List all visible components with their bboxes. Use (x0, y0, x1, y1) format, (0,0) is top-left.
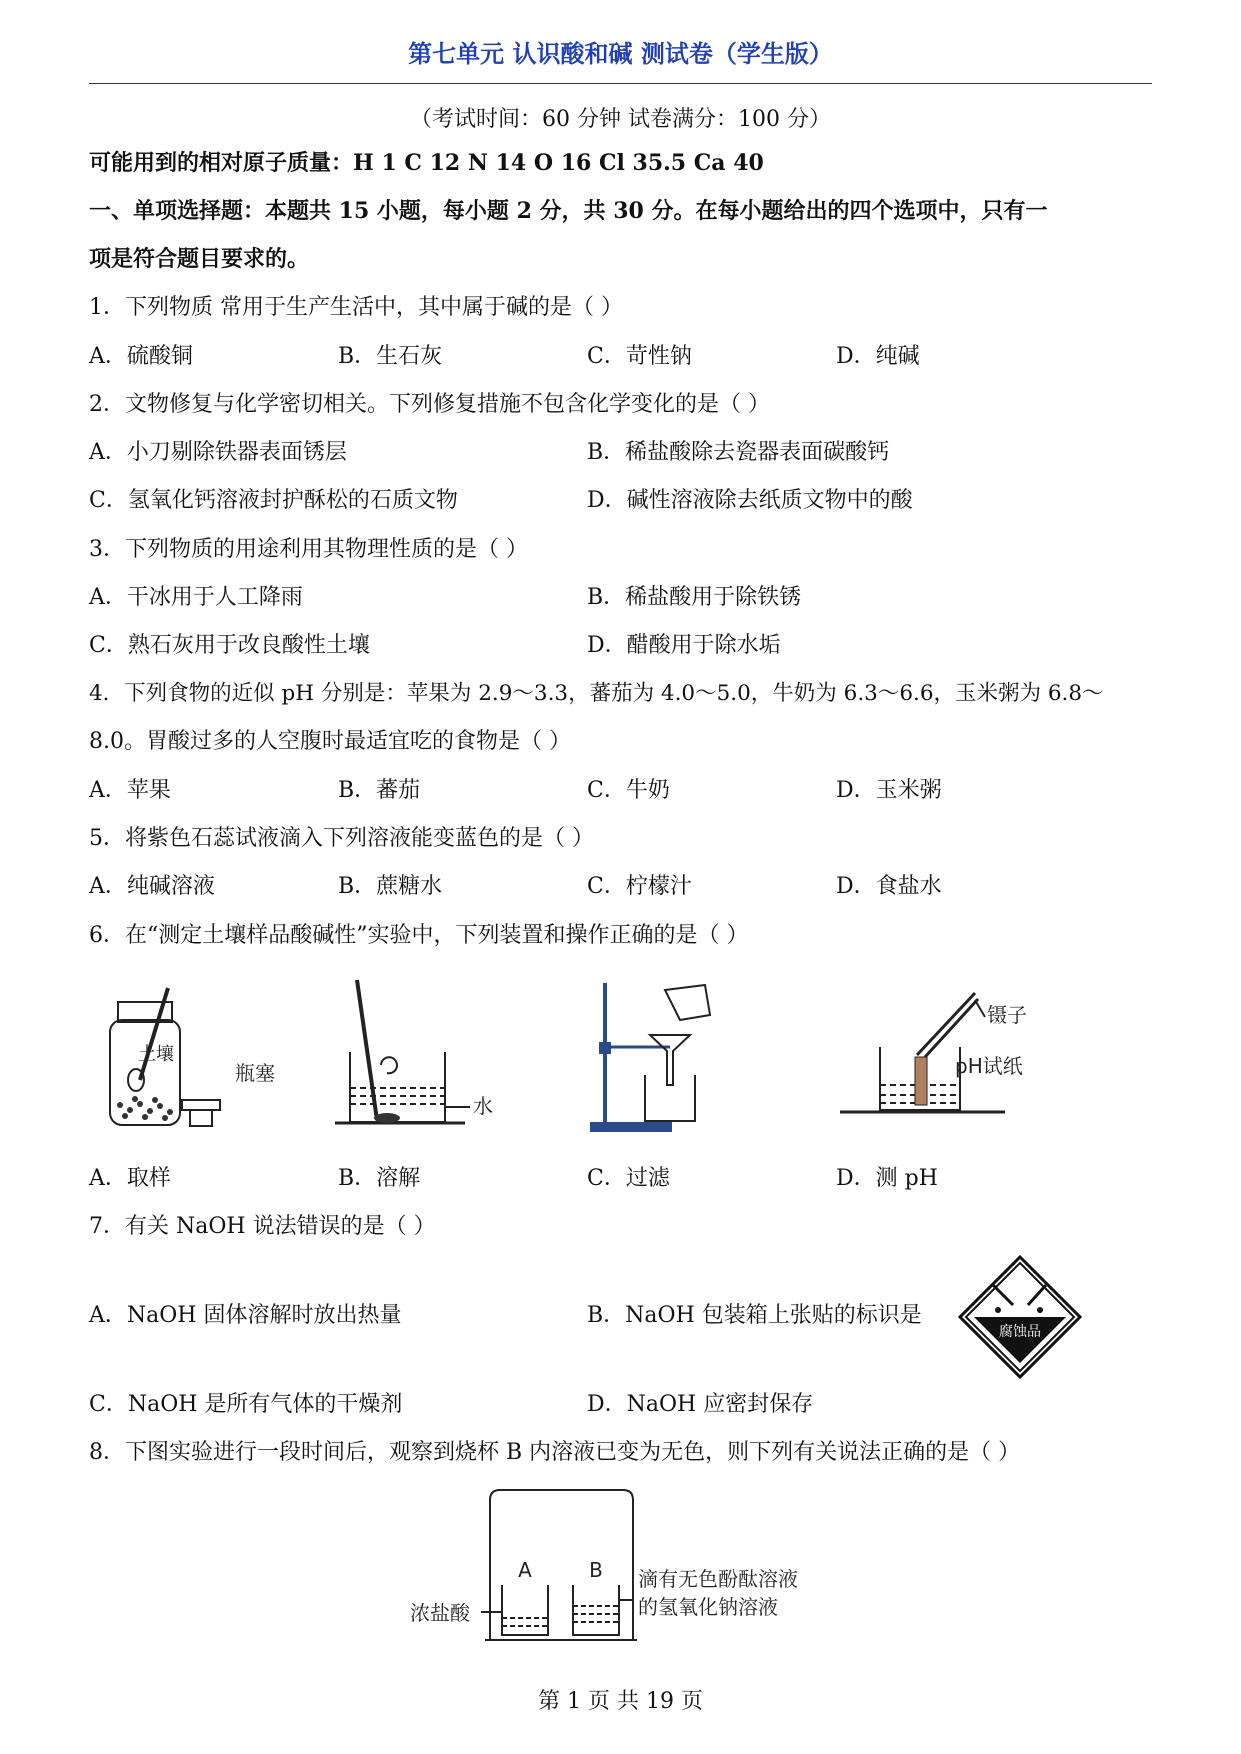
q3-option-c[interactable]: C．熟石灰用于改良酸性土壤 (89, 633, 370, 658)
question-7-stem: 7．有关 NaOH 说法错误的是（ ） (89, 1214, 436, 1239)
q4-option-c[interactable]: C．牛奶 (587, 778, 670, 803)
q6-figure-ph-test (835, 985, 1065, 1130)
section-1-heading: 一、单项选择题：本题共 15 小题，每小题 2 分，共 30 分。在每小题给出的四个选项中，只有一 (89, 198, 1048, 224)
q6-figure-filtration (585, 975, 725, 1135)
question-2-stem: 2．文物修复与化学密切相关。下列修复措施不包含化学变化的是（ ） (89, 392, 770, 417)
q4-option-a[interactable]: A．苹果 (89, 778, 171, 803)
question-4-stem-cont: 8.0。胃酸过多的人空腹时最适宜吃的食物是（ ） (89, 729, 571, 754)
q3-option-d[interactable]: D．醋酸用于除水垢 (587, 633, 781, 658)
section-1-heading-cont: 项是符合题目要求的。 (89, 246, 310, 272)
q4-option-d[interactable]: D．玉米粥 (836, 778, 942, 803)
q2-option-c[interactable]: C．氢氧化钙溶液封护酥松的石质文物 (89, 488, 458, 513)
question-6-stem: 6．在“测定土壤样品酸碱性”实验中，下列装置和操作正确的是（ ） (89, 923, 749, 948)
q3-option-b[interactable]: B．稀盐酸用于除铁锈 (587, 585, 802, 610)
q7-option-c[interactable]: C．NaOH 是所有气体的干燥剂 (89, 1392, 403, 1417)
ph-paper-label: pH试纸 (955, 1054, 1023, 1078)
tweezers-label: 镊子 (987, 1003, 1027, 1027)
beaker-b-label: B (589, 1558, 603, 1582)
corrosive-sign-label: 腐蚀品 (999, 1324, 1041, 1340)
q6-figure-sampling (100, 980, 300, 1130)
q6-option-c[interactable]: C．过滤 (587, 1166, 670, 1191)
page-number: 第 1 页 共 19 页 (538, 1689, 703, 1714)
q7-option-d[interactable]: D．NaOH 应密封保存 (587, 1392, 814, 1417)
q2-option-d[interactable]: D．碱性溶液除去纸质文物中的酸 (587, 488, 913, 513)
question-8-stem: 8．下图实验进行一段时间后，观察到烧杯 B 内溶液已变为无色，则下列有关说法正确的是（ ） (89, 1440, 1021, 1465)
q1-option-a[interactable]: A．硫酸铜 (89, 344, 193, 369)
q8-diagram (405, 1480, 825, 1650)
hcl-label: 浓盐酸 (410, 1601, 470, 1625)
q2-option-b[interactable]: B．稀盐酸除去瓷器表面碳酸钙 (587, 440, 890, 465)
q2-option-a[interactable]: A．小刀剔除铁器表面锈层 (89, 440, 347, 465)
q6-figure-dissolving (335, 970, 515, 1135)
phenolphthalein-label: 滴有无色酚酞溶液 (638, 1567, 798, 1591)
soil-label: 土壤 (138, 1044, 174, 1065)
header-rule (89, 83, 1152, 84)
corrosive-hazard-icon (958, 1255, 1082, 1379)
q3-option-a[interactable]: A．干冰用于人工降雨 (89, 585, 303, 610)
q7-option-a[interactable]: A．NaOH 固体溶解时放出热量 (89, 1303, 402, 1328)
q5-option-c[interactable]: C．柠檬汁 (587, 874, 692, 899)
q6-option-a[interactable]: A．取样 (89, 1166, 171, 1191)
q5-option-a[interactable]: A．纯碱溶液 (89, 874, 215, 899)
q6-option-b[interactable]: B．溶解 (338, 1166, 421, 1191)
q1-option-c[interactable]: C．苛性钠 (587, 344, 692, 369)
stopper-label: 瓶塞 (235, 1061, 275, 1085)
water-label: 水 (473, 1094, 493, 1118)
question-3-stem: 3．下列物质的用途利用其物理性质的是（ ） (89, 537, 528, 562)
beaker-a-label: A (518, 1558, 532, 1582)
q1-option-b[interactable]: B．生石灰 (338, 344, 443, 369)
q1-option-d[interactable]: D．纯碱 (836, 344, 920, 369)
q5-option-b[interactable]: B．蔗糖水 (338, 874, 443, 899)
q4-option-b[interactable]: B．蕃茄 (338, 778, 421, 803)
exam-info: （考试时间：60 分钟 试卷满分：100 分） (410, 107, 831, 132)
q6-option-d[interactable]: D．测 pH (836, 1166, 938, 1191)
q7-option-b[interactable]: B．NaOH 包装箱上张贴的标识是 (587, 1303, 922, 1328)
question-1-stem: 1．下列物质 常用于生产生活中，其中属于碱的是（ ） (89, 295, 623, 320)
question-4-stem: 4．下列食物的近似 pH 分别是：苹果为 2.9～3.3，蕃茄为 4.0～5.0，牛奶为 6.3～6.6，玉米粥为 6.8～ (89, 681, 1104, 706)
q5-option-d[interactable]: D．食盐水 (836, 874, 942, 899)
naoh-solution-label: 的氢氧化钠溶液 (638, 1595, 778, 1619)
atomic-masses: 可能用到的相对原子质量：H 1 C 12 N 14 O 16 Cl 35.5 Ca 40 (89, 150, 764, 176)
question-5-stem: 5．将紫色石蕊试液滴入下列溶液能变蓝色的是（ ） (89, 826, 594, 851)
page-title: 第七单元 认识酸和碱 测试卷（学生版） (408, 40, 833, 68)
